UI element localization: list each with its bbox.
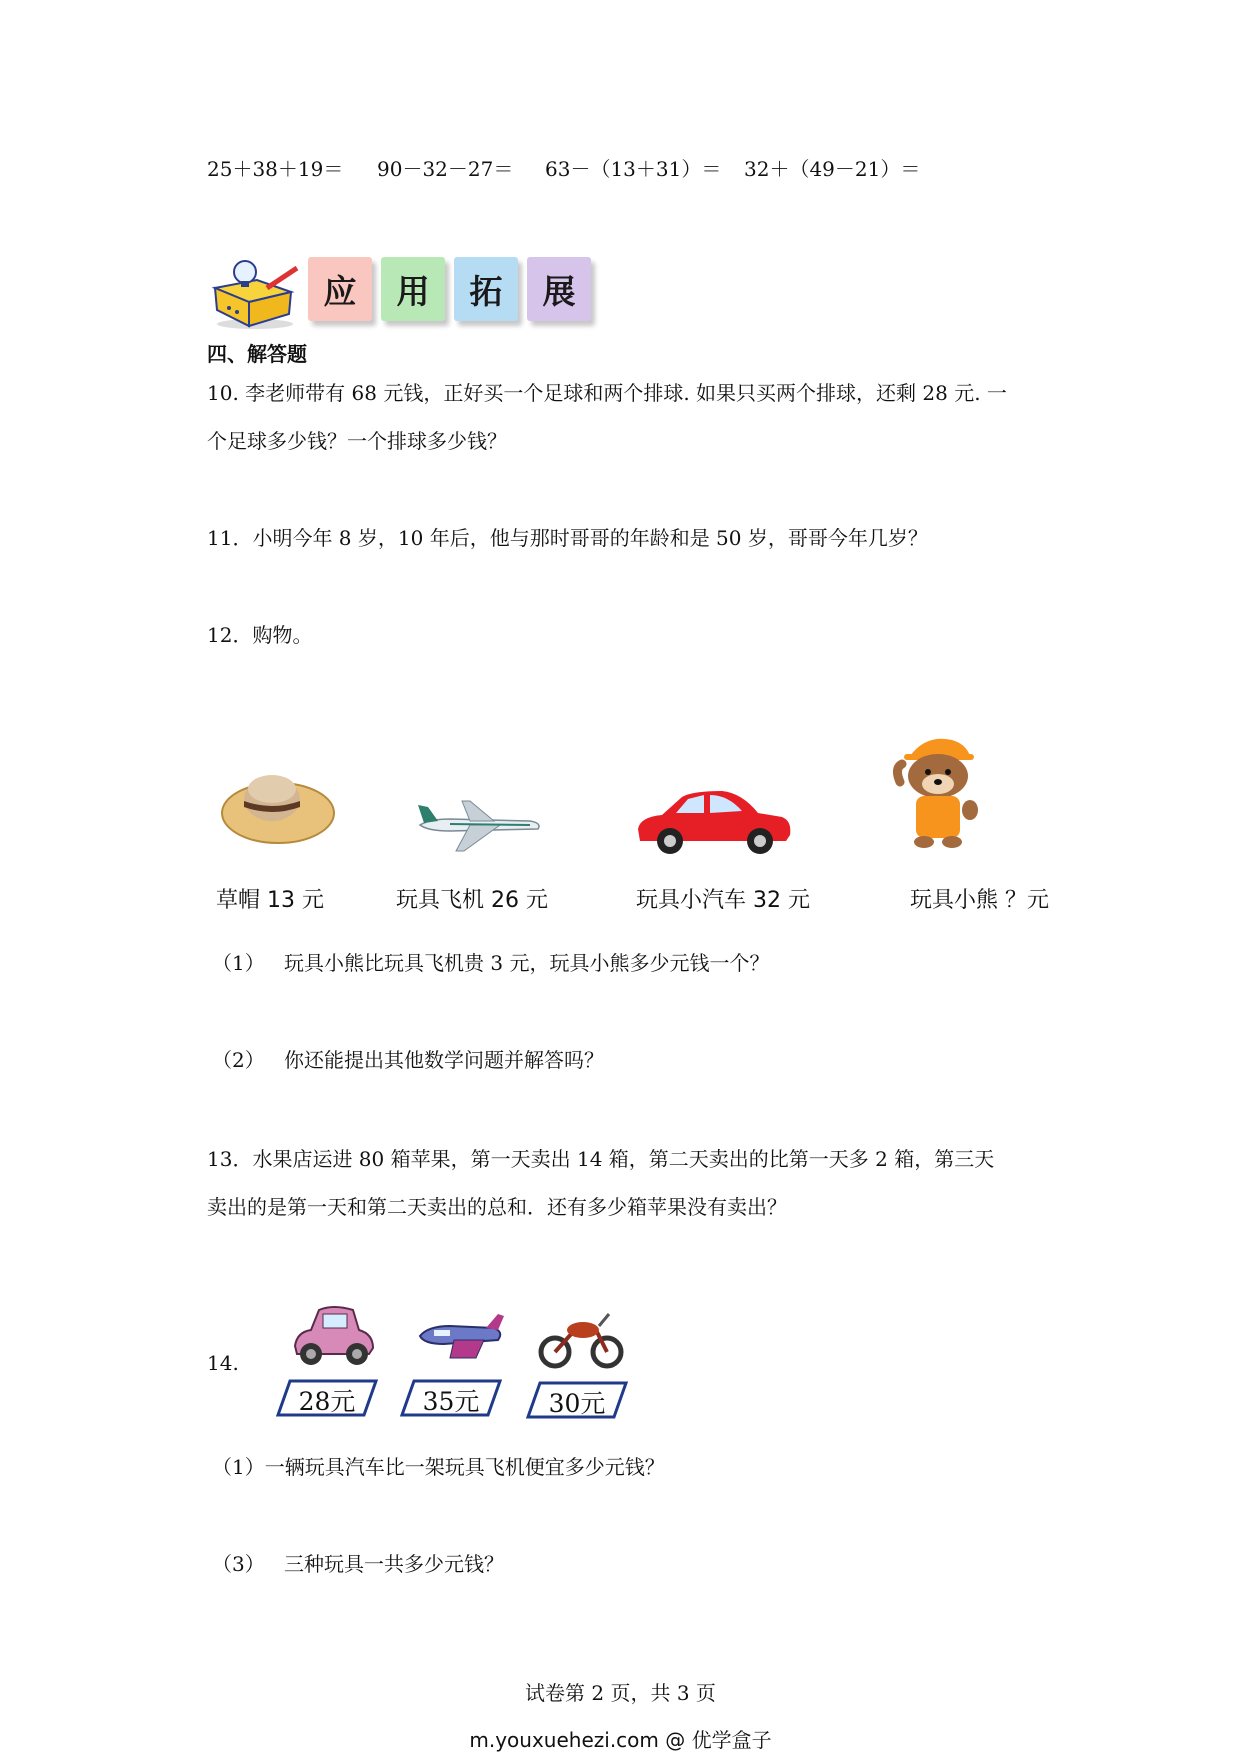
toolbox-icon (207, 252, 302, 330)
q12-sub1-number: （1） (212, 951, 265, 975)
banner-box-4 (527, 257, 591, 321)
q14-sub3-text: 三种玩具一共多少元钱？ (284, 1552, 504, 1576)
car-icon (632, 783, 794, 858)
banner-box-2 (381, 257, 445, 321)
calc-3: 63－（13＋31）＝ (545, 157, 722, 181)
banner-char: 拓 (469, 271, 503, 311)
calc-1: 25＋38＋19＝ (207, 157, 344, 181)
price-tag-label: 35元 (422, 1387, 480, 1416)
page-footer: 试卷第 2 页，共 3 页 (525, 1681, 716, 1705)
banner-box-3 (454, 257, 518, 321)
q10-line2: 个足球多少钱？一个排球多少钱？ (207, 429, 507, 453)
q11-text: 11．小明今年 8 岁，10 年后，他与那时哥哥的年龄和是 50 岁，哥哥今年几岁？ (207, 526, 928, 550)
q12-text: 12．购物。 (207, 623, 313, 647)
price-tag (276, 1378, 378, 1418)
price-tag-label: 30元 (548, 1389, 606, 1418)
banner-char: 展 (542, 271, 576, 311)
q14-number: 14. (207, 1351, 239, 1375)
banner-box-1 (308, 257, 372, 321)
q12-sub2-text: 你还能提出其他数学问题并解答吗？ (284, 1048, 604, 1072)
q12-sub1-text: 玩具小熊比玩具飞机贵 3 元，玩具小熊多少元钱一个？ (284, 951, 770, 975)
site-watermark: m.youxuehezi.com @ 优学盒子 (469, 1728, 772, 1752)
calc-2: 90－32－27＝ (377, 157, 514, 181)
price-tag-label: 28元 (298, 1387, 356, 1416)
banner-char: 用 (396, 271, 430, 311)
bear-icon (890, 732, 990, 850)
item-label-hat: 草帽 13 元 (216, 888, 324, 913)
price-tag (526, 1380, 628, 1420)
banner-char: 应 (323, 271, 357, 311)
toy-motorcycle-icon (537, 1308, 625, 1370)
q14-sub3-number: （3） (212, 1552, 265, 1576)
price-tag (400, 1378, 502, 1418)
item-label-bear: 玩具小熊 ？元 (910, 888, 1049, 913)
straw-hat-icon (218, 763, 338, 848)
section-title: 四、解答题 (207, 342, 307, 366)
toy-car-icon (287, 1302, 379, 1370)
calc-4: 32＋（49－21）＝ (744, 157, 921, 181)
item-label-car: 玩具小汽车 32 元 (636, 888, 810, 913)
toy-plane-icon (414, 1312, 506, 1370)
q13-line1: 13．水果店运进 80 箱苹果，第一天卖出 14 箱，第二天卖出的比第一天多 2 箱，第三天 (207, 1147, 995, 1171)
airplane-icon (410, 795, 545, 855)
q14-sub1-text: （1）一辆玩具汽车比一架玩具飞机便宜多少元钱？ (212, 1455, 665, 1479)
q13-line2: 卖出的是第一天和第二天卖出的总和．还有多少箱苹果没有卖出？ (207, 1195, 787, 1219)
q10-line1: 10. 李老师带有 68 元钱，正好买一个足球和两个排球. 如果只买两个排球，还剩 28 元. 一 (207, 381, 1007, 405)
item-label-airplane: 玩具飞机 26 元 (396, 888, 548, 913)
q12-sub2-number: （2） (212, 1048, 265, 1072)
